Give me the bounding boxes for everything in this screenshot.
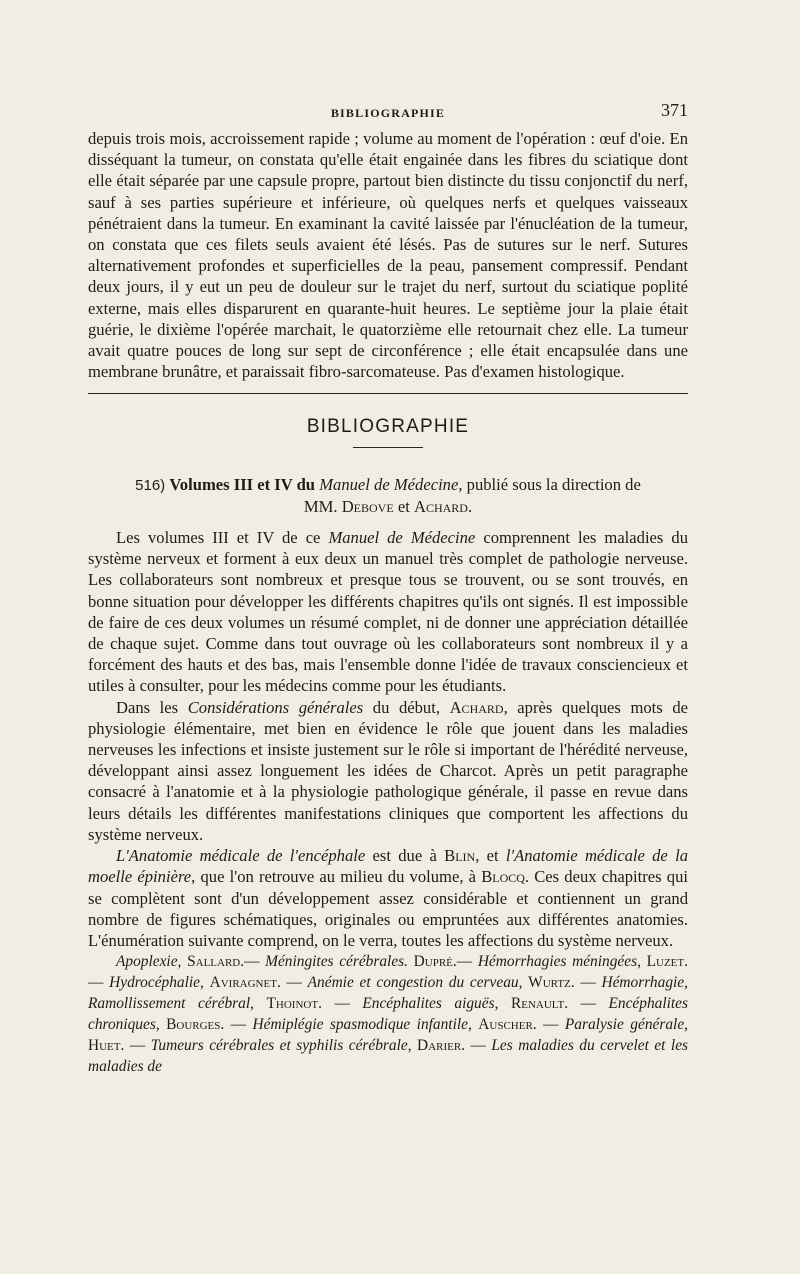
chapter-author: Thoinot (266, 995, 319, 1013)
p2-text-e: , après quelques mots de physiologie élémentaire, met bien en évidence le rôle que jouent dans les maladies nerveuses les infections et insiste justement sur le rôle si important de l'hérédité nerveuse, développant ainsi assez longuement les idées de Charcot. Après un petit paragraphe consacré à l'anatomie et à la physiologie pathologique générale, il passe en revue dans leurs détails les différentes manifestations cliniques que comportent les affections du système nerveux. (88, 697, 688, 844)
page-body (88, 128, 688, 1077)
entry-title-rest: , publié sous la direction de (458, 474, 641, 494)
chapter-sep: , (637, 953, 647, 971)
chapter-sep: , (407, 1037, 418, 1055)
p1-italic: Manuel de Médecine (328, 528, 476, 548)
p1-text-c: comprennent les maladies du système nerveux et forment à eux deux un manuel très complet de pathologie nerveuse. Les collaborateurs sont nombreux et presque tous se trouvent, ou se sont trouvés, en bonne situation pour développer les différents chapitres qu'ils ont signés. Il est impossible de faire de ces deux volumes un résumé complet, ni de donner une appréciation détaillée de chaque sujet. Comme dans tout ouvrage où les collaborateurs sont nombreux il y a forcément des hauts et des bas, mais l'ensemble donne l'idée de travaux consciencieux et utiles à consulter, pour les médecins comme pour les étudiants. (88, 528, 688, 696)
intro-paragraph: depuis trois mois, accroissement rapide ; volume au moment de l'opération : œuf d'oie. En disséquant la tumeur, on constata qu'elle était engainée dans les fibres du sciatique dont elle était séparée par une capsule propre, partout bien distincte du tissu conjonctif du nerf, sauf à ses parties supérieure et inférieure, où quelques nerfs et quelques vaisseaux pénétraient dans la tumeur. En examinant la cavité laissée par l'énucléation de la tumeur, on constata que ces filets seuls avaient été lésés. Pas de sutures sur le nerf. Sutures alternativement profondes et superficielles de la peau, pansement compressif. Pendant deux jours, il y eut un peu de douleur sur le trajet du nerf, surtout du sciatique poplité externe, mais elles disparurent en quarante-huit heures. Le septième jour la plaie était guérie, le dixième l'opérée marchait, le quatorzième elle retournait chez elle. La tumeur avait quatre pouces de long sur sept de circonférence ; elle était encapsulée dans une membrane brunâtre, et paraissait fibro-sarcomateuse. Pas d'examen histologique. (88, 129, 688, 382)
p3-italic-a: L'Anatomie médicale de l'encéphale (116, 846, 366, 866)
entry-authors-prefix: MM. (303, 496, 338, 516)
p3-text-f: , que l'on retrouve au milieu du volume, à (191, 867, 482, 887)
running-title: BIBLIOGRAPHIE (330, 106, 446, 120)
chapter-title: Encéphalites chroniques (88, 995, 688, 1034)
chapter-dash: .— (240, 953, 266, 971)
chapter-sep: , (518, 974, 529, 992)
chapter-author: Renault (510, 995, 565, 1013)
entry-authors-and: et (397, 496, 410, 516)
chapter-dash: .— (452, 953, 478, 971)
entry-authors (88, 496, 688, 517)
p2-text-a: Dans les (116, 697, 188, 717)
chapter-author: Darier (417, 1037, 462, 1055)
chapter-dash: . — (120, 1037, 151, 1055)
p3-author-blocq: Blocq (481, 867, 525, 887)
chapter-author: Bourges (166, 1016, 221, 1034)
entry-title-italic: Manuel de Médecine (319, 474, 459, 494)
chapter-author: Sallard (187, 953, 241, 971)
p3-text-h: . Ces deux chapitres qui se complètent sont d'un développement assez considérable et contiennent un grand nombre de figures schématiques, originales ou empruntées aux différentes anatomies. L'énumération suivante comprend, on le verra, toutes les affections du système nerveux. (88, 867, 688, 950)
chapter-entry (151, 1037, 492, 1054)
section-title-underline (353, 447, 423, 448)
chapter-sep: , (250, 995, 267, 1013)
chapter-entry (308, 974, 602, 991)
chapter-dash: . — (570, 974, 602, 992)
section-divider (88, 393, 688, 394)
chapter-title: Anémie et congestion du cerveau (307, 974, 519, 992)
chapter-dash: . — (88, 953, 688, 992)
chapter-dash: . — (564, 995, 609, 1013)
review-paragraph-3 (88, 845, 688, 951)
p3-author-blin: Blin (444, 846, 476, 866)
chapter-sep: , (684, 1016, 689, 1034)
entry-title-bold: Volumes III et IV du (169, 474, 316, 494)
chapter-entry (253, 1016, 565, 1033)
entry-heading (88, 474, 688, 517)
chapter-sep: , (200, 974, 210, 992)
author-debove: Debove (341, 496, 394, 516)
chapter-title: Tumeurs cérébrales et syphilis cérébrale (150, 1037, 408, 1055)
chapter-sep: , (177, 953, 188, 971)
chapter-author: Wurtz (528, 974, 571, 992)
chapter-dash: . — (276, 974, 308, 992)
chapter-entry (116, 953, 265, 970)
chapter-entry (265, 953, 478, 970)
p3-italic-e: l'Anatomie médicale de la moelle épinière (88, 846, 688, 887)
p3-text-b: est due à (365, 846, 445, 866)
chapter-author: Luzet (646, 953, 685, 971)
chapter-sep: , (494, 995, 511, 1013)
p2-italic: Considérations générales (187, 697, 364, 717)
chapter-sep: , (155, 1016, 167, 1034)
chapter-title: Les maladies du cervelet et les maladies de (88, 1037, 689, 1076)
chapter-author: Auscher (478, 1016, 533, 1034)
chapter-sep: , (467, 1016, 479, 1034)
chapter-title: Encéphalites aiguës (362, 995, 495, 1013)
entry-authors-end: . (467, 496, 473, 516)
chapter-title: Hydrocéphalie (109, 974, 201, 992)
chapter-title: Hémorrhagie, Ramollissement cérébral (88, 974, 688, 1013)
chapter-dash: . — (220, 1016, 253, 1034)
chapter-list (88, 951, 688, 1077)
chapter-title: Apoplexie (116, 953, 178, 971)
chapter-entry (109, 974, 308, 991)
chapter-title: Paralysie générale (564, 1016, 685, 1034)
chapter-title: Hémiplégie spasmodique infantile (252, 1016, 468, 1034)
p3-text-d: , et (475, 846, 506, 866)
chapter-dash: . — (318, 995, 363, 1013)
chapter-title: Hémorrhagies méningées (477, 953, 638, 971)
review-paragraph-2 (88, 697, 688, 845)
chapter-author: Dupré (413, 953, 453, 971)
chapter-dash: . — (461, 1037, 492, 1055)
entry-number: 516) (135, 476, 166, 494)
review-paragraph-1 (88, 527, 688, 697)
p2-author: Achard (449, 697, 504, 717)
section-title: BIBLIOGRAPHIE (306, 416, 470, 438)
chapter-dash: . — (532, 1016, 565, 1034)
chapter-author: Aviragnet (209, 974, 277, 992)
chapter-title: Méningites cérébrales. (265, 953, 408, 971)
p2-text-c: du début, (363, 697, 450, 717)
running-head (88, 100, 688, 124)
chapter-entry (362, 995, 608, 1012)
page-number: 371 (661, 100, 688, 120)
chapter-author: Huet (88, 1037, 121, 1055)
p1-text-a: Les volumes III et IV de ce (116, 528, 329, 548)
author-achard: Achard (413, 496, 468, 516)
